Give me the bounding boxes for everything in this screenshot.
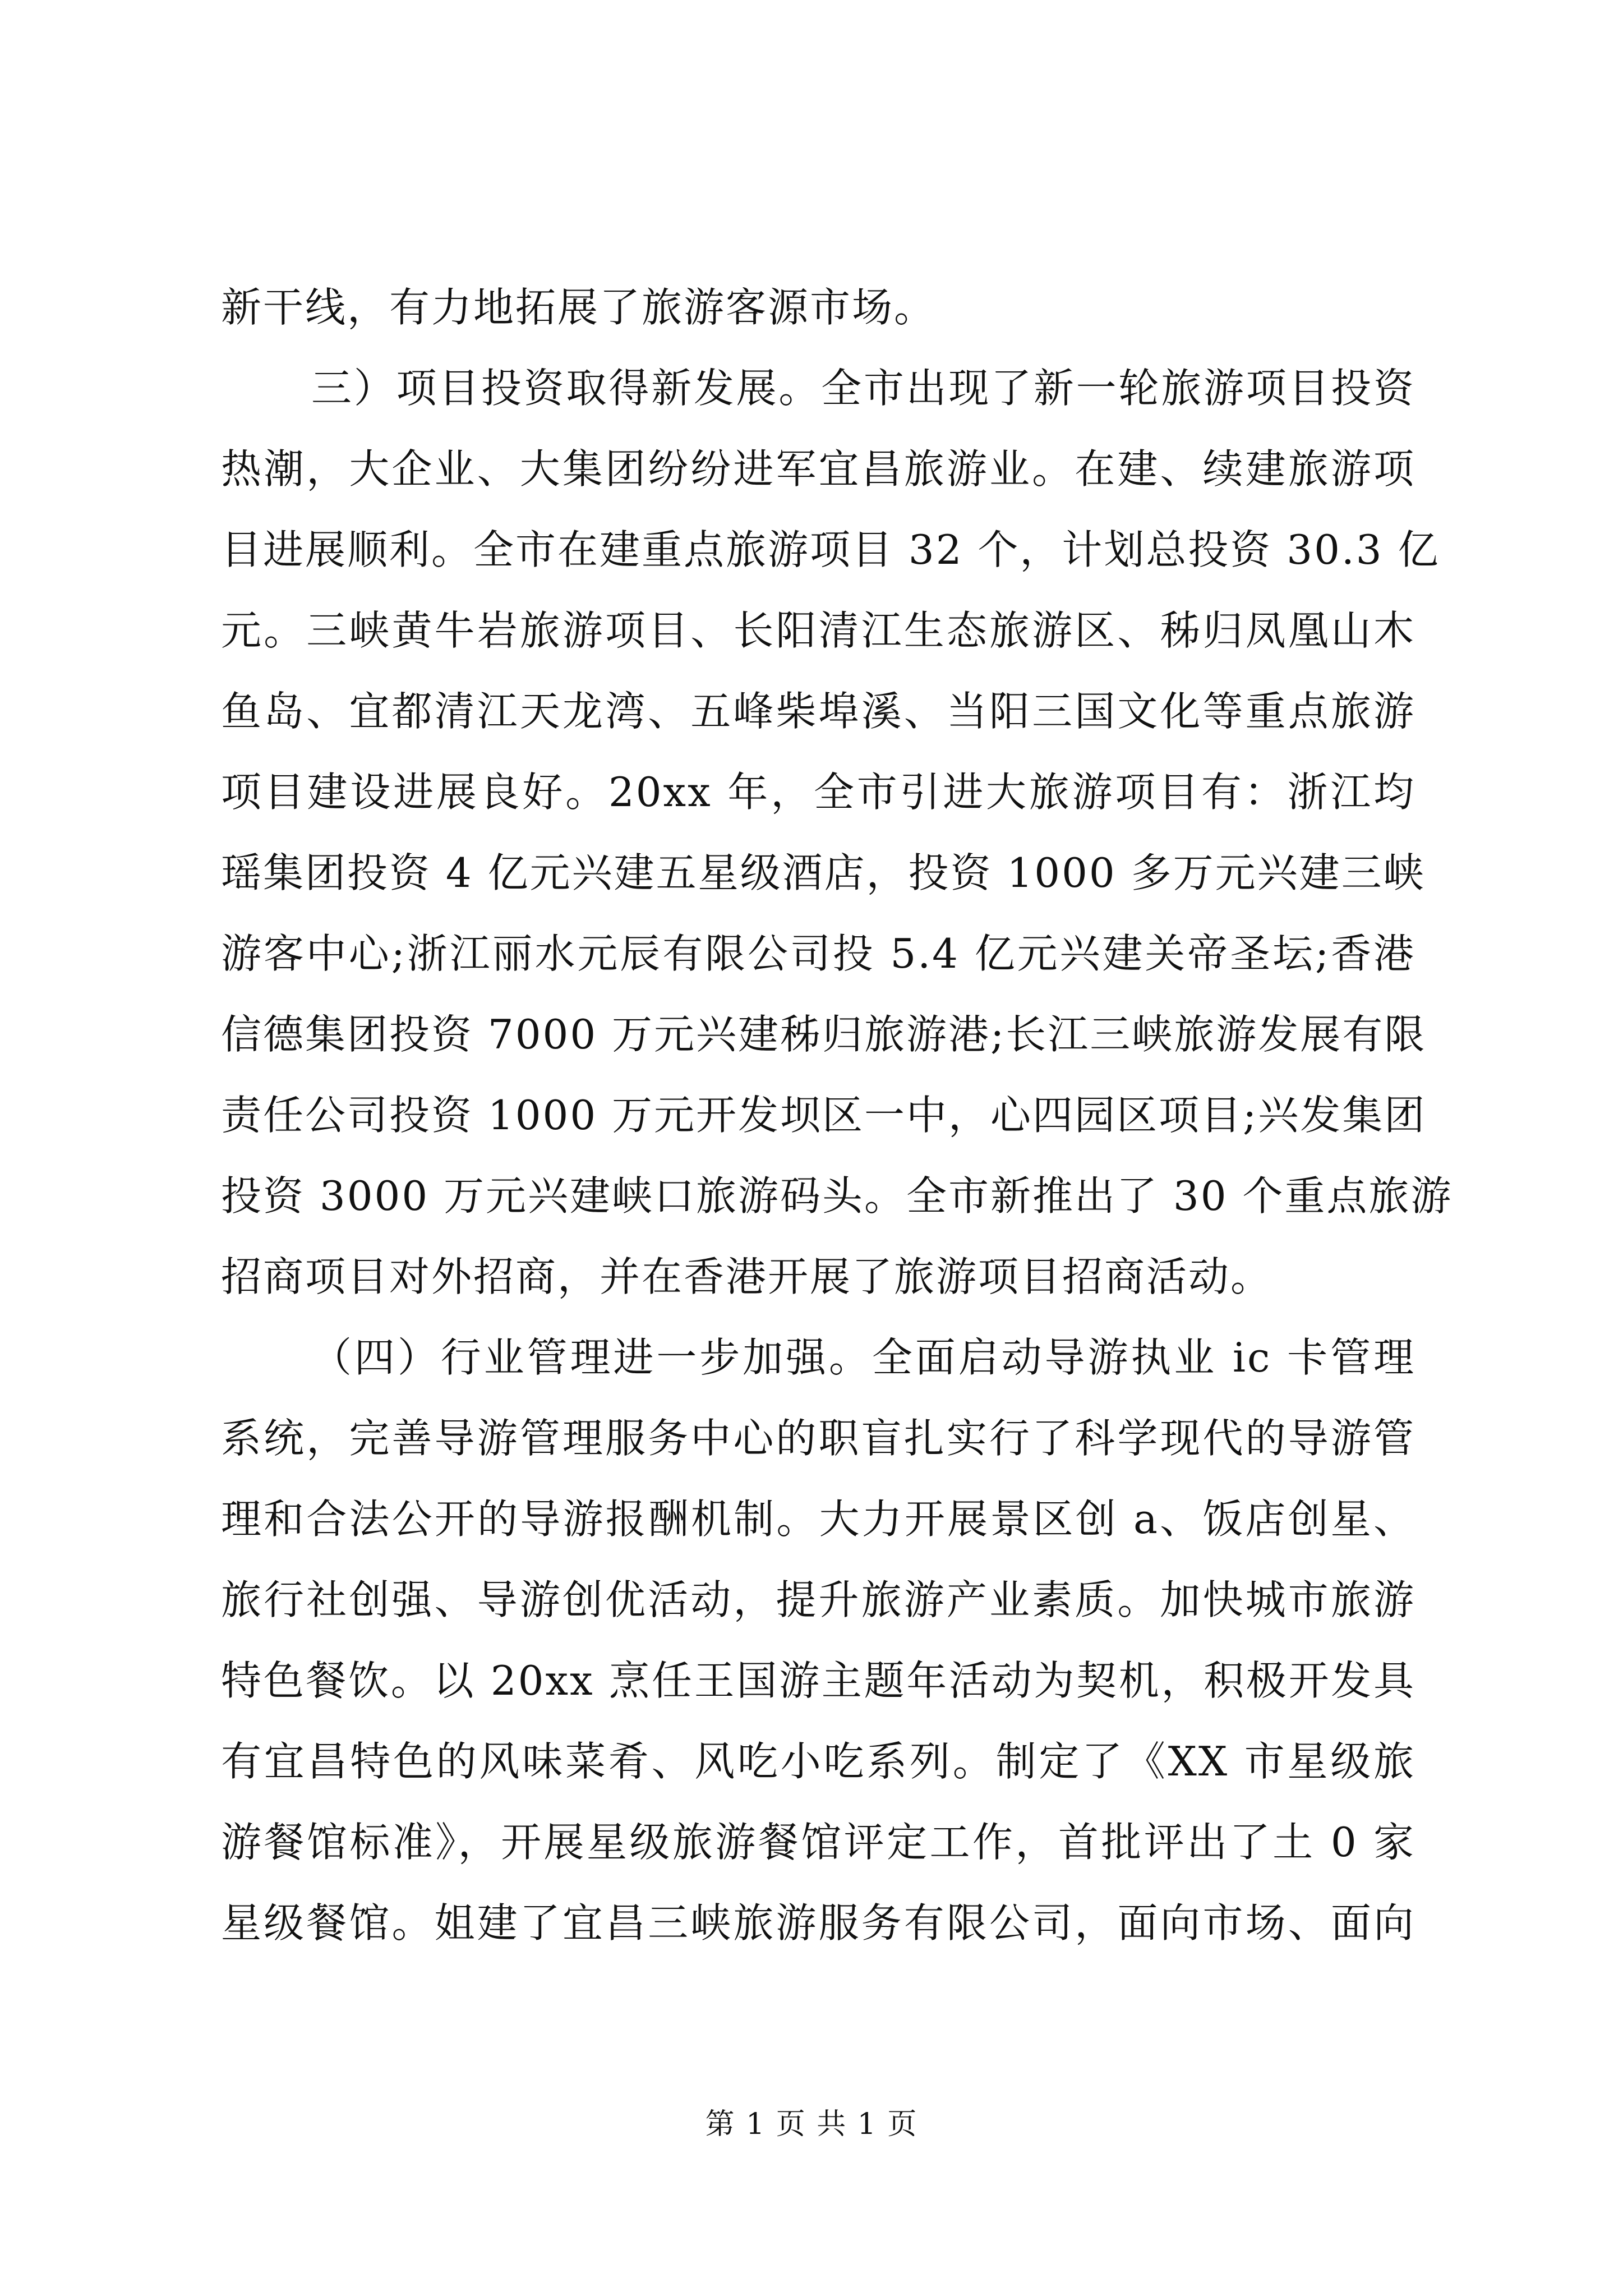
text-line-16: 理和合法公开的导游报酬机制。大力开展景区创 a、饭店创星、 — [221, 1496, 1415, 1543]
text-line-3: 热潮，大企业、大集团纷纷进军宜昌旅游业。在建、续建旅游项 — [221, 445, 1415, 493]
text-line-7: 项目建设进展良好。20xx 年，全市引进大旅游项目有：浙江均 — [221, 769, 1415, 816]
text-line-6: 鱼岛、宜都清江天龙湾、五峰柴埠溪、当阳三国文化等重点旅游 — [221, 688, 1415, 735]
text-line-2: 三）项目投资取得新发展。全市出现了新一轮旅游项目投资 — [311, 365, 1415, 412]
page-footer: 第 1 页 共 1 页 — [705, 2108, 918, 2141]
text-line-21: 星级餐馆。姐建了宜昌三峡旅游服务有限公司，面向市场、面向 — [221, 1899, 1415, 1947]
text-line-19: 有宜昌特色的风味菜肴、风吃小吃系列。制定了《XX 市星级旅 — [221, 1738, 1415, 1785]
text-line-1: 新干线，有力地拓展了旅游客源市场。 — [221, 284, 937, 331]
text-line-12: 投资 3000 万元兴建峡口旅游码头。全市新推出了 30 个重点旅游 — [221, 1172, 1453, 1220]
text-line-10: 信德集团投资 7000 万元兴建秭归旅游港;长江三峡旅游发展有限 — [221, 1011, 1427, 1058]
text-line-20: 游餐馆标准》，开展星级旅游餐馆评定工作，首批评出了土 0 家 — [221, 1819, 1415, 1866]
text-line-18: 特色餐饮。以 20xx 烹任王国游主题年活动为契机，积极开发具 — [221, 1657, 1415, 1704]
text-line-5: 元。三峡黄牛岩旅游项目、长阳清江生态旅游区、秭归凤凰山木 — [221, 607, 1415, 654]
text-line-11: 责任公司投资 1000 万元开发坝区一中，心四园区项目;兴发集团 — [221, 1092, 1427, 1139]
text-line-13: 招商项目对外招商，并在香港开展了旅游项目招商活动。 — [221, 1253, 1273, 1300]
text-line-8: 瑶集团投资 4 亿元兴建五星级酒店，投资 1000 多万元兴建三峡 — [221, 849, 1426, 896]
text-line-17: 旅行社创强、导游创优活动，提升旅游产业素质。加快城市旅游 — [221, 1576, 1415, 1623]
text-line-9: 游客中心;浙江丽水元辰有限公司投 5.4 亿元兴建关帝圣坛;香港 — [221, 930, 1415, 977]
text-line-4: 目进展顺利。全市在建重点旅游项目 32 个，计划总投资 30.3 亿 — [221, 526, 1440, 573]
text-line-15: 系统，完善导游管理服务中心的职盲扎实行了科学现代的导游管 — [221, 1415, 1415, 1462]
text-line-14: （四）行业管理进一步加强。全面启动导游执业 ic 卡管理 — [311, 1334, 1415, 1381]
